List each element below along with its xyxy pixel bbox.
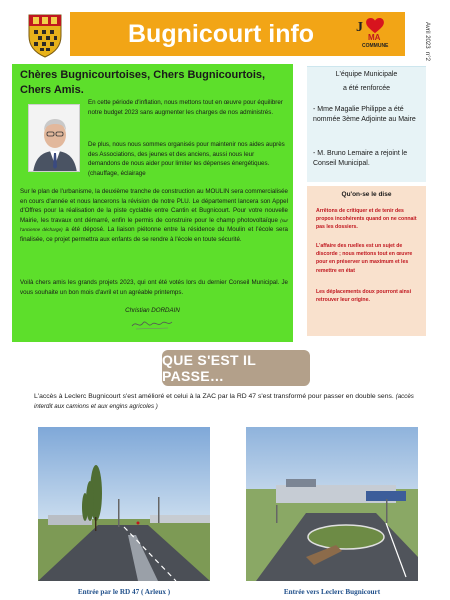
section-lead-text: L'accès à Leclerc Bugnicourt s'est amélioré et celui à la ZAC par la RD 47 s'est transformé pour passer en double sens. (34, 393, 394, 400)
section-lead (34, 392, 416, 412)
rumors-item-2: L'affaire des ruelles est un sujet de discorde ; nous mettons tout en œuvre pour en préserver un maximum et les remettre en état (316, 243, 413, 274)
mayor-portrait (28, 104, 80, 172)
section-banner (162, 350, 310, 386)
municipal-team-box (307, 66, 426, 182)
page-title: Bugnicourt info (128, 19, 315, 48)
section-lead-note: (accès interdit aux camions et aux engins agricoles ) (34, 393, 414, 410)
editorial-greeting: Chères Bugnicourtoises, Chers Bugnicourtois, Chers Amis. (20, 69, 266, 96)
photo-caption-rd47: Entrée par le RD 47 ( Arleux ) (77, 588, 171, 596)
logo-ma: MA (368, 33, 381, 42)
urbanism-note: (sur l'ancienne décharge) (20, 217, 288, 232)
urbanism-text-2: a été déposé. La liaison piétonne entre la résidence du Moulin et l'école sera finalisée, ce projet permettra aux enfants de se rendre à l'école en toute sécurité. (20, 226, 288, 243)
editorial-paragraph-budget: En cette période d'inflation, nous mettons tout en œuvre pour équilibrer notre budget 2023 sans augmenter les charges de nos administrés. (88, 99, 283, 116)
rumors-item-3: Les déplacements doux pourront ainsi retrouver leur origine. (316, 289, 412, 304)
logo-commune: COMMUNE (362, 43, 389, 49)
logo-letter: J (356, 20, 363, 35)
issue-number: n°2 (424, 51, 430, 61)
rumors-box (307, 186, 426, 336)
team-title: L'équipe Municipale (335, 71, 398, 78)
title-bar (70, 12, 405, 56)
section-banner-label: QUE S'EST IL PASSE… (162, 352, 256, 384)
urbanism-text-1: Sur le plan de l'urbanisme, la deuxième tranche de construction au MOULIN sera commercialisée en cours d'année et nous lancerons la révision de notre PLU. Le département lancera son Appel d'Offres pour la réalisation de la piste cyclable entre Cantin et Bugnicourt. Pour votre nouvelle Mairie, les travaux ont démarré, enfin le permis de construire pour le champ photovoltaïque (20, 188, 288, 224)
road-photo-leclerc (246, 427, 418, 581)
editorial-paragraph-associations: De plus, nous nous sommes organisés pour maintenir nos aides auprès des Associations, des jeunes et des anciens, aussi nous leur demandons de nous aider pour limiter les dépenses énergétiques. (chauffage, éclairage (88, 141, 285, 177)
handwritten-signature (130, 317, 174, 331)
team-subtitle: a été renforcée (342, 85, 391, 92)
coat-of-arms-icon (26, 12, 64, 58)
commune-logo (356, 18, 402, 54)
editorial-paragraph-closing: Voilà chers amis les grands projets 2023, qui ont été votés lors du dernier Conseil Municipal. Je vous souhaite un bon mois d'avril et un agréable printemps. (20, 279, 288, 296)
heart-icon (366, 18, 384, 34)
team-member-2: - M. Bruno Lemaire a rejoint le Conseil Municipal. (313, 150, 408, 167)
signature-name: Christian DORDAIN (125, 307, 180, 314)
issue-month: Avril 2023 (424, 22, 430, 49)
issue-date (418, 22, 432, 66)
team-member-1: - Mme Magalie Philippe a été nommée 3ème Adjointe au Maire (313, 106, 416, 123)
road-photo-rd47 (38, 427, 210, 581)
editorial-paragraph-urbanism (20, 187, 288, 244)
rumors-item-1: Arrêtons de critiquer et de tenir des propos incohérents quand on ne connait pas les dossiers. (316, 208, 417, 231)
rumors-title: Qu'on-se le dise (341, 191, 392, 198)
mayor-editorial (12, 64, 293, 342)
page-header (0, 8, 450, 63)
photo-caption-leclerc: Entrée vers Leclerc Bugnicourt (283, 588, 381, 596)
